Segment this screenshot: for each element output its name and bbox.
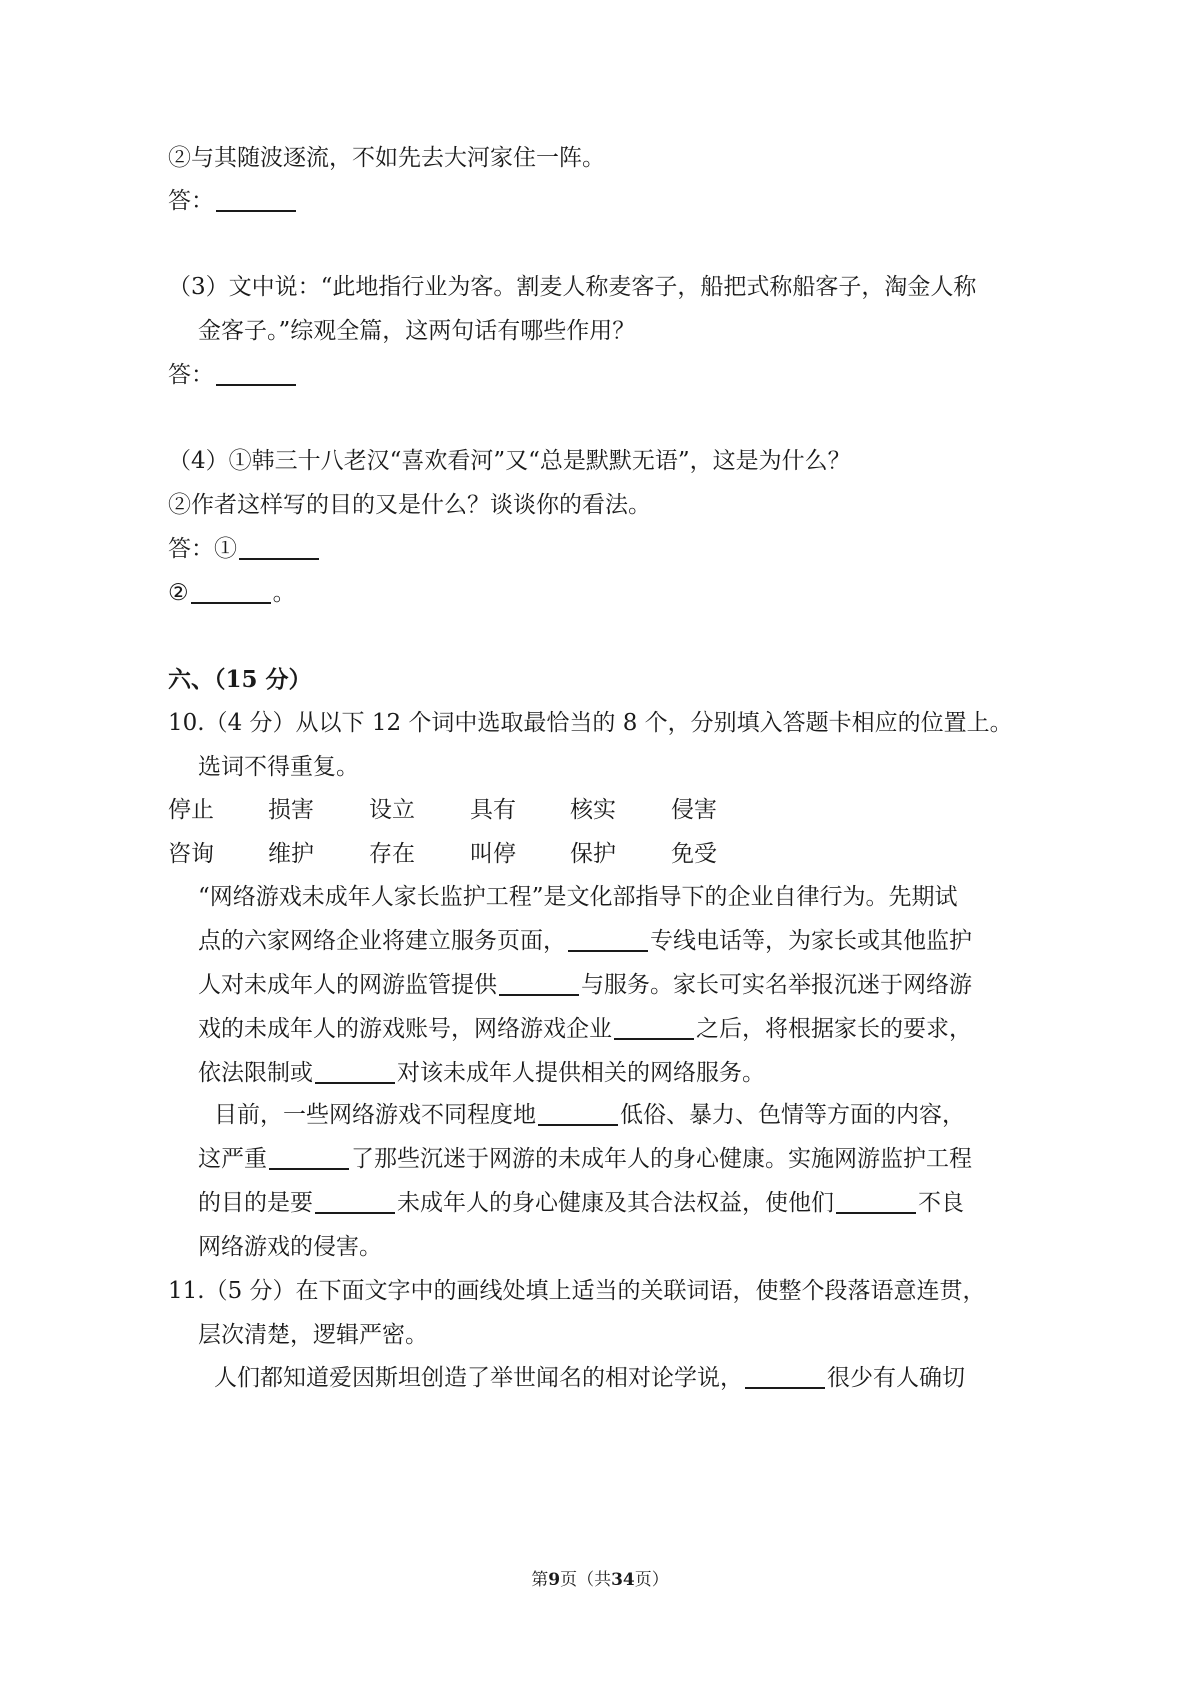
fill-blank — [499, 994, 579, 996]
fill-blank — [836, 1212, 916, 1214]
word-item: 具有 — [470, 797, 516, 823]
word-item: 叫停 — [470, 841, 516, 867]
answer-line: 答： — [168, 190, 298, 213]
fill-blank — [614, 1038, 694, 1040]
answer-blank — [191, 602, 271, 604]
question-10-text: 10.（4 分）从以下 12 个词中选取最恰当的 8 个，分别填入答题卡相应的位置上。 — [168, 710, 1013, 736]
fill-blank — [269, 1168, 349, 1170]
passage-line: 依法限制或 对该未成年人提供相关的网络服务。 — [198, 1060, 765, 1086]
word-item: 维护 — [268, 841, 314, 867]
page-number: 9 — [548, 1570, 561, 1590]
fill-blank — [315, 1082, 395, 1084]
question-3-text: （3）文中说：“此地指行业为客。割麦人称麦客子，船把式称船客子，淘金人称 — [168, 274, 977, 300]
word-item: 存在 — [369, 841, 415, 867]
question-2-text: ②与其随波逐流，不如先去大河家住一阵。 — [168, 145, 605, 171]
fill-blank — [745, 1387, 825, 1389]
answer-line: 答：① — [168, 538, 321, 561]
answer-line-2: ② 。 — [168, 580, 296, 606]
passage-line: 目前，一些网络游戏不同程度地 低俗、暴力、色情等方面的内容， — [214, 1102, 965, 1128]
word-item: 咨询 — [168, 841, 214, 867]
word-item: 损害 — [268, 797, 314, 823]
word-item: 核实 — [570, 797, 616, 823]
answer-line: 答： — [168, 364, 298, 387]
answer-blank — [239, 558, 319, 560]
answer-blank — [216, 384, 296, 386]
question-4-text-2: ②作者这样写的目的又是什么？谈谈你的看法。 — [168, 492, 651, 518]
word-item: 侵害 — [671, 797, 717, 823]
question-11-text-cont: 层次清楚，逻辑严密。 — [198, 1322, 428, 1348]
question-3-text-cont: 金客子。”综观全篇，这两句话有哪些作用？ — [198, 318, 636, 344]
fill-blank — [315, 1212, 395, 1214]
answer-blank — [216, 210, 296, 212]
fill-blank — [568, 950, 648, 952]
passage-line: 人对未成年人的网游监管提供 与服务。家长可实名举报沉迷于网络游 — [198, 972, 972, 998]
passage-line: 网络游戏的侵害。 — [198, 1234, 382, 1260]
fill-blank — [538, 1124, 618, 1126]
passage-line: 这严重 了那些沉迷于网游的未成年人的身心健康。实施网游监护工程 — [198, 1146, 972, 1172]
passage-line: 的目的是要 未成年人的身心健康及其合法权益，使他们 不良 — [198, 1190, 964, 1216]
passage-line: 人们都知道爱因斯坦创造了举世闻名的相对论学说， 很少有人确切 — [214, 1365, 965, 1391]
question-4-text: （4）①韩三十八老汉“喜欢看河”又“总是默默无语”，这是为什么？ — [168, 448, 851, 474]
passage-line: 点的六家网络企业将建立服务页面， 专线电话等，为家长或其他监护 — [198, 928, 972, 954]
page-total: 34 — [611, 1570, 635, 1590]
passage-line: 戏的未成年人的游戏账号，网络游戏企业 之后，将根据家长的要求， — [198, 1016, 972, 1042]
section-heading: 六、（15 分） — [168, 666, 312, 693]
word-item: 设立 — [369, 797, 415, 823]
passage-line: “网络游戏未成年人家长监护工程”是文化部指导下的企业自律行为。先期试 — [198, 884, 958, 910]
question-10-text-cont: 选词不得重复。 — [198, 754, 359, 780]
page-footer: 第9页（共34页） — [531, 1570, 669, 1590]
word-item: 停止 — [168, 797, 214, 823]
word-item: 保护 — [570, 841, 616, 867]
question-11-text: 11.（5 分）在下面文字中的画线处填上适当的关联词语，使整个段落语意连贯， — [168, 1278, 986, 1304]
word-item: 免受 — [671, 841, 717, 867]
